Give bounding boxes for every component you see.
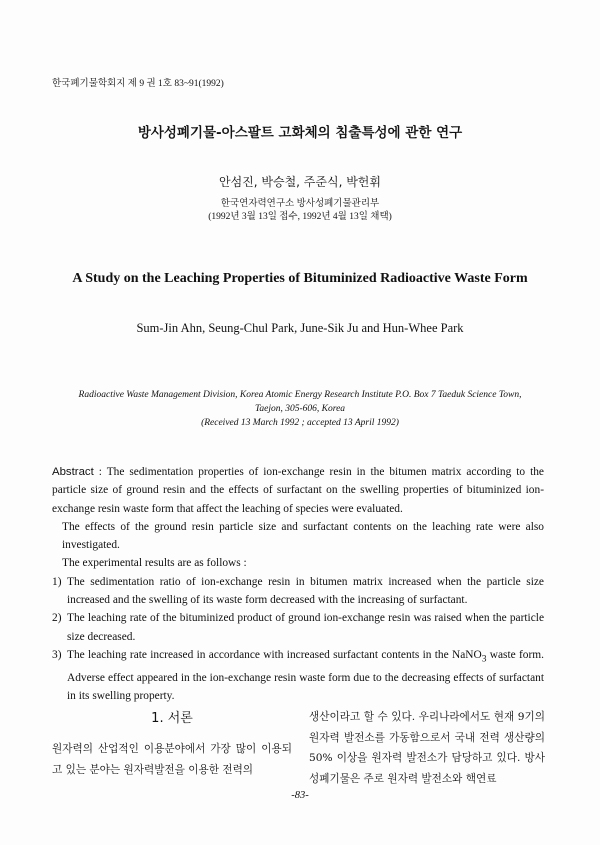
body-column-right	[309, 707, 545, 789]
abstract-p1-text: The sedimentation properties of ion-exchange resin in the bitumen matrix according to the particle size of ground resin and the effects of surfactant on the swelling properties of bituminized ion-exchange resin waste form that affect the leaching of species were evaluated.	[52, 466, 544, 515]
korean-affiliation: 한국연자력연구소 방사성폐기물관리부	[220, 199, 380, 209]
section-heading-introduction: 1. 서론	[151, 711, 193, 726]
abstract	[52, 463, 544, 705]
english-affiliation-block	[0, 388, 600, 430]
result-text: The sedimentation ratio of ion-exchange resin in bitumen matrix increased when the particle size increased and the swelling of its waste form decreased with the increasing of surfactant.	[67, 575, 544, 607]
abstract-label: Abstract	[52, 466, 94, 478]
english-authors: Sum-Jin Ahn, Seung-Chul Park, June-Sik Ju and Hun-Whee Park	[136, 321, 464, 335]
body-paragraph-left: 원자력의 산업적인 이용분야에서 가장 많이 이용되고 있는 분야는 원자력발전을 이용한 전력의	[52, 743, 292, 776]
abstract-paragraph-1: Abstract : The sedimentation properties of ion-exchange resin in the bitumen matrix according to the particle size of ground resin and the effects of surfactant on the swelling properties of bituminized ion-exchange resin waste form that affect the leaching of species were evaluated.	[52, 466, 544, 515]
english-dates: (Received 13 March 1992 ; accepted 13 April 1992)	[201, 418, 399, 428]
result-text: The leaching rate of the bituminized product of ground ion-exchange resin was raised when the particle size decreased.	[67, 612, 544, 643]
abstract-paragraph-3: The experimental results are as follows :	[62, 557, 247, 570]
result-subscript: 3	[481, 654, 487, 665]
body-paragraph-right: 생산이라고 할 수 있다. 우리나라에서도 현재 9기의 원자력 발전소를 가동함으로서 국내 전력 생산량의 50% 이상을 원자력 발전소가 담당하고 있다. 방사성폐기물은 주로 원자력 발전소와 핵연료	[309, 711, 545, 785]
english-affiliation-line2: Taejon, 305-606, Korea	[254, 404, 346, 414]
results-list	[52, 573, 544, 705]
korean-title: 방사성폐기물-아스팔트 고화체의 침출특성에 관한 연구	[137, 125, 463, 141]
journal-citation: 한국폐기물학회지 제 9 권 1호 83~91(1992)	[52, 79, 224, 89]
result-number: 2)	[52, 612, 62, 625]
abstract-paragraph-2: The effects of the ground resin particle size and surfactant contents on the leaching rate were also investigated.	[62, 520, 544, 552]
result-number: 1)	[52, 575, 62, 588]
result-text-before: The leaching rate increased in accordance with increased surfactant contents in the NaNO	[67, 648, 482, 661]
korean-affiliation-block	[0, 198, 600, 224]
result-item	[52, 609, 544, 646]
english-affiliation-line1: Radioactive Waste Management Division, Korea Atomic Energy Research Institute P.O. Box 7 Taeduk Science Town,	[78, 390, 522, 400]
body-column-left	[52, 739, 292, 780]
result-text-after: waste form. Adverse effect appeared in the ion-exchange resin waste form due to the decreasing effects of surfactant in its swelling property.	[67, 648, 544, 702]
korean-authors: 안섬진, 박승철, 주준식, 박헌휘	[219, 175, 381, 189]
korean-dates: (1992년 3월 13일 접수, 1992년 4월 13일 채택)	[208, 212, 392, 222]
english-title: A Study on the Leaching Properties of Bituminized Radioactive Waste Form	[72, 271, 528, 286]
page-number: -83-	[291, 790, 309, 801]
result-item	[52, 646, 544, 705]
result-number: 3)	[52, 648, 62, 661]
result-item	[52, 573, 544, 610]
